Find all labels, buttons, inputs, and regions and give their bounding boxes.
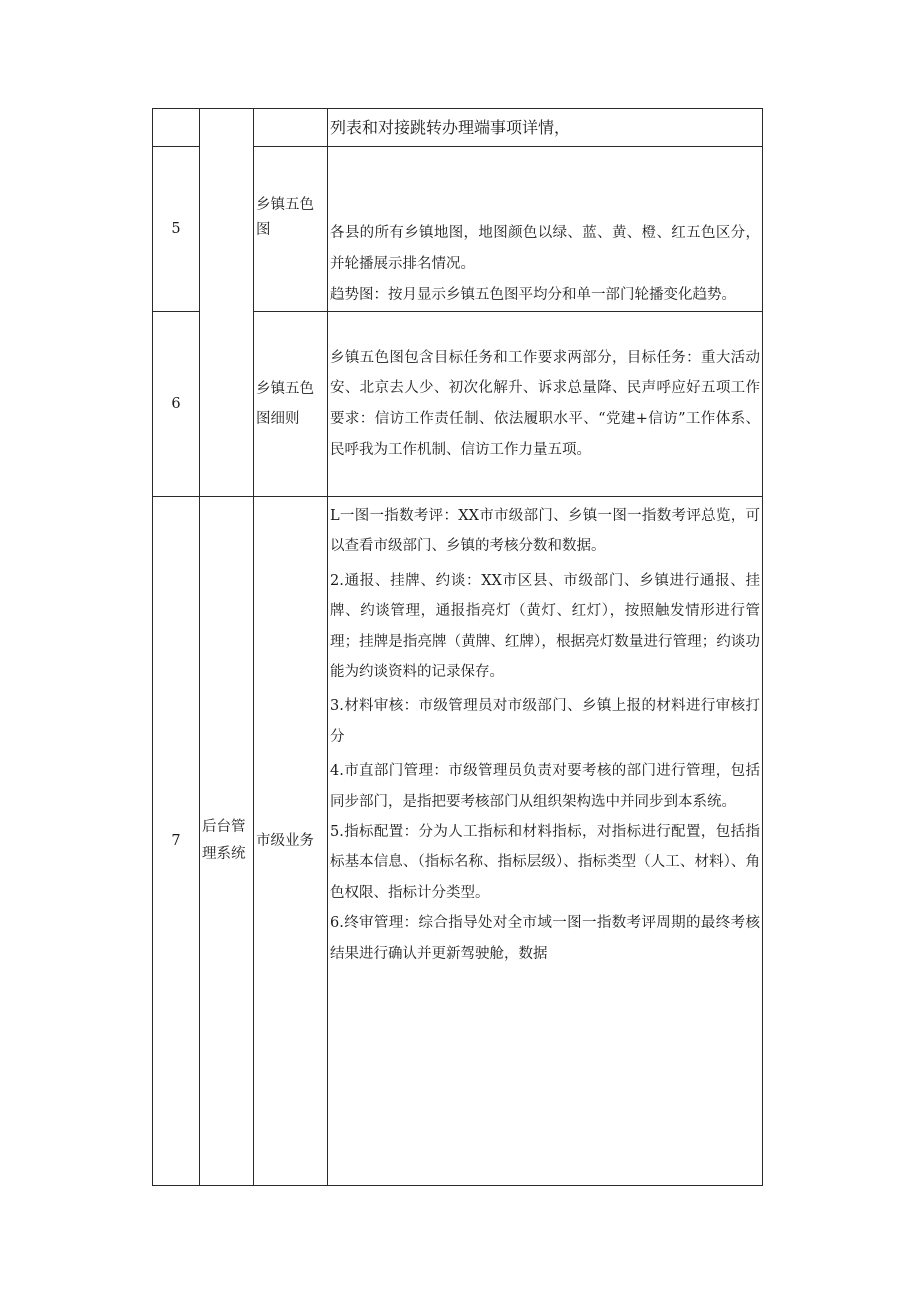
row-number: 5 [153, 147, 200, 312]
description-text: 各县的所有乡镇地图，地图颜色以绿、蓝、黄、橙、红五色区分，并轮播展示排名情况。 [330, 225, 760, 272]
description-text: 6.终审管理：综合指导处对全市域一图一指数考评周期的最终考核结果进行确认并更新驾驶舱，数据 [330, 915, 760, 962]
description-cell [328, 109, 763, 147]
description-text: 乡镇五色图包含目标任务和工作要求两部分，目标任务：重大活动安、北京去人少、初次化解升、诉求总量降、民声呼应好五项工作要求：信访工作责任制、依法履职水平、“党建+信访”工作体系、民呼我为工作机制、信访工作力量五项。 [330, 349, 760, 458]
item-cell: 乡镇五色图细则 [254, 312, 328, 497]
spec-table [152, 108, 763, 1186]
description-text: 5.指标配置：分为人工指标和材料指标，对指标进行配置，包括指标基本信息、（指标名称、指标层级）、指标类型（人工、材料）、角色权限、指标计分类型。 [330, 824, 760, 901]
item-cell: 市级业务 [254, 497, 328, 1186]
description-cell [328, 497, 763, 1186]
row-number: 6 [153, 312, 200, 497]
row-number [153, 109, 200, 147]
description-text: L一图一指数考评：XX市市级部门、乡镇一图一指数考评总览，可以查看市级部门、乡镇的考核分数和数据。 [330, 508, 760, 555]
category-cell [200, 109, 254, 497]
table-row [153, 109, 763, 147]
description-text: 4.市直部门管理：市级管理员负责对要考核的部门进行管理，包括同步部门，是指把要考核部门从组织架构选中并同步到本系统。 [330, 763, 760, 810]
description-cell [328, 312, 763, 497]
row-number: 7 [153, 497, 200, 1186]
item-cell: 乡镇五色图 [254, 147, 328, 312]
item-cell [254, 109, 328, 147]
description-text: 列表和对接跳转办理端事项详情， [330, 118, 571, 137]
description-text: 3.材料审核：市级管理员对市级部门、乡镇上报的材料进行审核打分 [330, 698, 760, 745]
description-cell [328, 147, 763, 312]
description-text: 趋势图：按月显示乡镇五色图平均分和单一部门轮播变化趋势。 [330, 287, 736, 303]
description-text: 2.通报、挂牌、约谈：XX市区县、市级部门、乡镇进行通报、挂牌、约谈管理，通报指亮灯（黄灯、红灯），按照触发情形进行管理；挂牌是指亮牌（黄牌、红牌），根据亮灯数量进行管理；约谈功能为约谈资料的记录保存。 [330, 572, 760, 681]
table-row [153, 497, 763, 1186]
category-cell: 后台管理系统 [200, 497, 254, 1186]
